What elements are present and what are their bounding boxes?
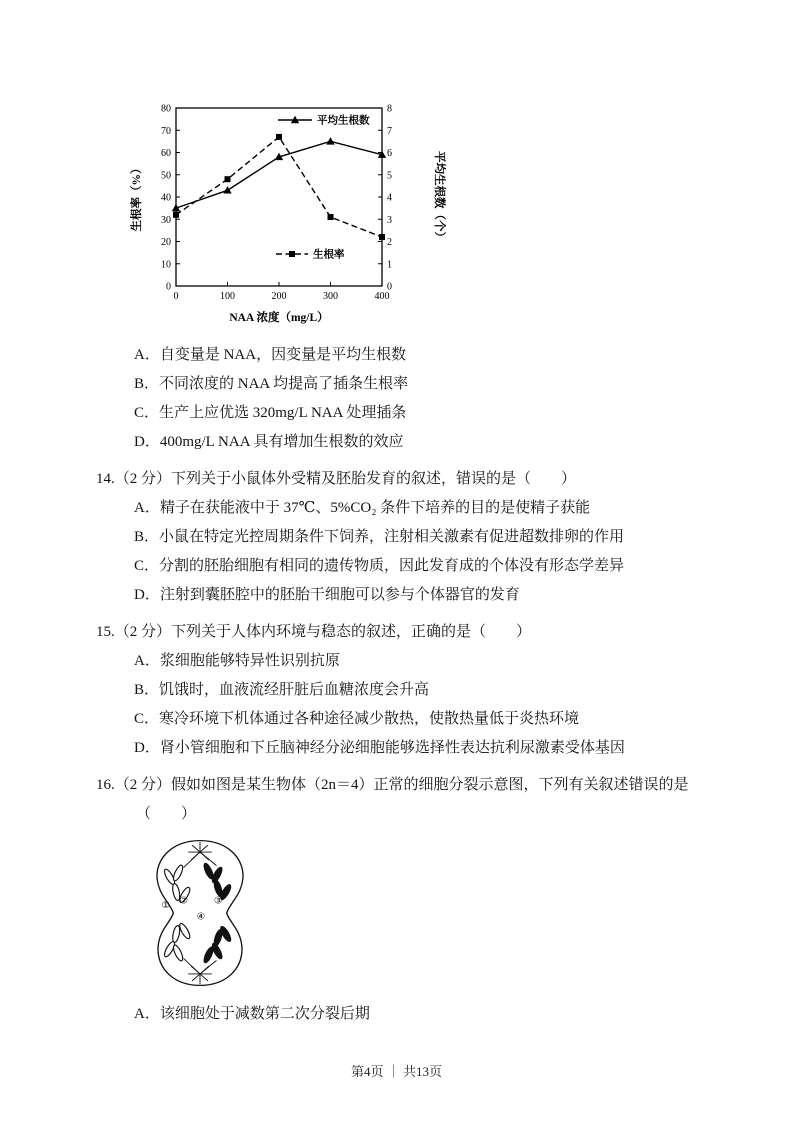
svg-text:平均生根数: 平均生根数 xyxy=(317,115,370,127)
svg-text:6: 6 xyxy=(387,148,392,159)
question14-option-c: C．分割的胚胎细胞有相同的遗传物质，因此发育成的个体没有形态学差异 xyxy=(134,558,625,574)
question15-stem: 15.（2 分）下列关于人体内环境与稳态的叙述，正确的是（ ） xyxy=(96,624,532,640)
svg-text:20: 20 xyxy=(161,237,171,248)
question13-option-c: C．生产上应优选 320mg/L NAA 处理插条 xyxy=(134,405,407,421)
question13-option-a: A．自变量是 NAA，因变量是平均生根数 xyxy=(134,347,407,363)
svg-text:30: 30 xyxy=(161,214,171,226)
question16-options xyxy=(134,1000,793,1029)
svg-text:70: 70 xyxy=(161,125,171,137)
svg-text:200: 200 xyxy=(271,291,287,302)
svg-text:生根率（%）: 生根率（%） xyxy=(131,162,143,232)
question13-option-b: B．不同浓度的 NAA 均提高了插条生根率 xyxy=(134,376,409,392)
svg-text:4: 4 xyxy=(387,192,392,204)
svg-text:50: 50 xyxy=(161,170,171,182)
question14-option-b: B．小鼠在特定光控周期条件下饲养，注射相关激素有促进超数排卵的作用 xyxy=(134,529,625,545)
svg-text:NAA 浓度（mg/L）: NAA 浓度（mg/L） xyxy=(229,312,329,324)
svg-text:40: 40 xyxy=(161,192,171,204)
svg-text:平均生根数（个）: 平均生根数（个） xyxy=(433,151,445,243)
question15-option-b: B．饥饿时，血液流经肝脏后血糖浓度会升高 xyxy=(134,682,430,698)
question16-stem: 16.（2 分）假如如图是某生物体（2n＝4）正常的细胞分裂示意图，下列有关叙述错误的是（ ） xyxy=(96,777,689,822)
question15-options xyxy=(134,647,793,763)
question14-option-d: D．注射到囊胚腔中的胚胎干细胞可以参与个体器官的发育 xyxy=(134,587,520,603)
svg-text:生根率: 生根率 xyxy=(313,249,345,261)
question13-options xyxy=(134,341,793,457)
chart-canvas xyxy=(128,94,448,326)
svg-text:300: 300 xyxy=(323,291,338,302)
svg-text:60: 60 xyxy=(161,148,171,159)
svg-text:100: 100 xyxy=(220,291,235,302)
question13-option-d: D．400mg/L NAA 具有增加生根数的效应 xyxy=(134,434,404,450)
svg-text:1: 1 xyxy=(387,259,392,271)
question-14 xyxy=(0,465,793,610)
svg-text:3: 3 xyxy=(387,214,392,226)
naa-dose-response-chart xyxy=(128,94,793,331)
question14-stem: 14.（2 分）下列关于小鼠体外受精及胚胎发育的叙述，错误的是（ ） xyxy=(96,471,577,487)
question15-option-d: D．肾小管细胞和下丘脑神经分泌细胞能够选择性表达抗利尿激素受体基因 xyxy=(134,740,625,756)
svg-text:0: 0 xyxy=(387,281,392,293)
page-number-indicator: 第4页 ｜ 共13页 xyxy=(350,1064,442,1079)
question16-option-a: A．该细胞处于减数第二次分裂后期 xyxy=(134,1006,370,1022)
question15-option-c: C．寒冷环境下机体通过各种途径减少散热，使散热量低于炎热环境 xyxy=(134,711,580,727)
question-16 xyxy=(0,771,793,1029)
svg-text:2: 2 xyxy=(387,237,392,248)
label-circle-2: ② xyxy=(179,896,189,907)
svg-text:10: 10 xyxy=(161,259,171,271)
svg-text:0: 0 xyxy=(173,291,179,302)
question14-option-a: A．精子在获能液中于 37℃、5%CO₂ 条件下培养的目的是使精子获能 xyxy=(134,500,591,516)
svg-text:5: 5 xyxy=(387,170,392,182)
svg-text:0: 0 xyxy=(166,281,171,293)
question14-options xyxy=(134,494,793,610)
svg-text:8: 8 xyxy=(387,103,392,115)
label-circle-3: ③ xyxy=(213,896,223,907)
label-circle-1: ① xyxy=(161,901,170,912)
svg-text:7: 7 xyxy=(387,125,392,137)
cell-division-diagram xyxy=(138,833,793,998)
question-15 xyxy=(0,618,793,763)
label-circle-4: ④ xyxy=(196,912,206,923)
question15-option-a: A．浆细胞能够特异性识别抗原 xyxy=(134,653,340,669)
page-footer xyxy=(0,1061,793,1080)
cell-division-figure xyxy=(138,833,262,993)
svg-text:80: 80 xyxy=(161,103,171,115)
svg-text:400: 400 xyxy=(374,291,390,302)
